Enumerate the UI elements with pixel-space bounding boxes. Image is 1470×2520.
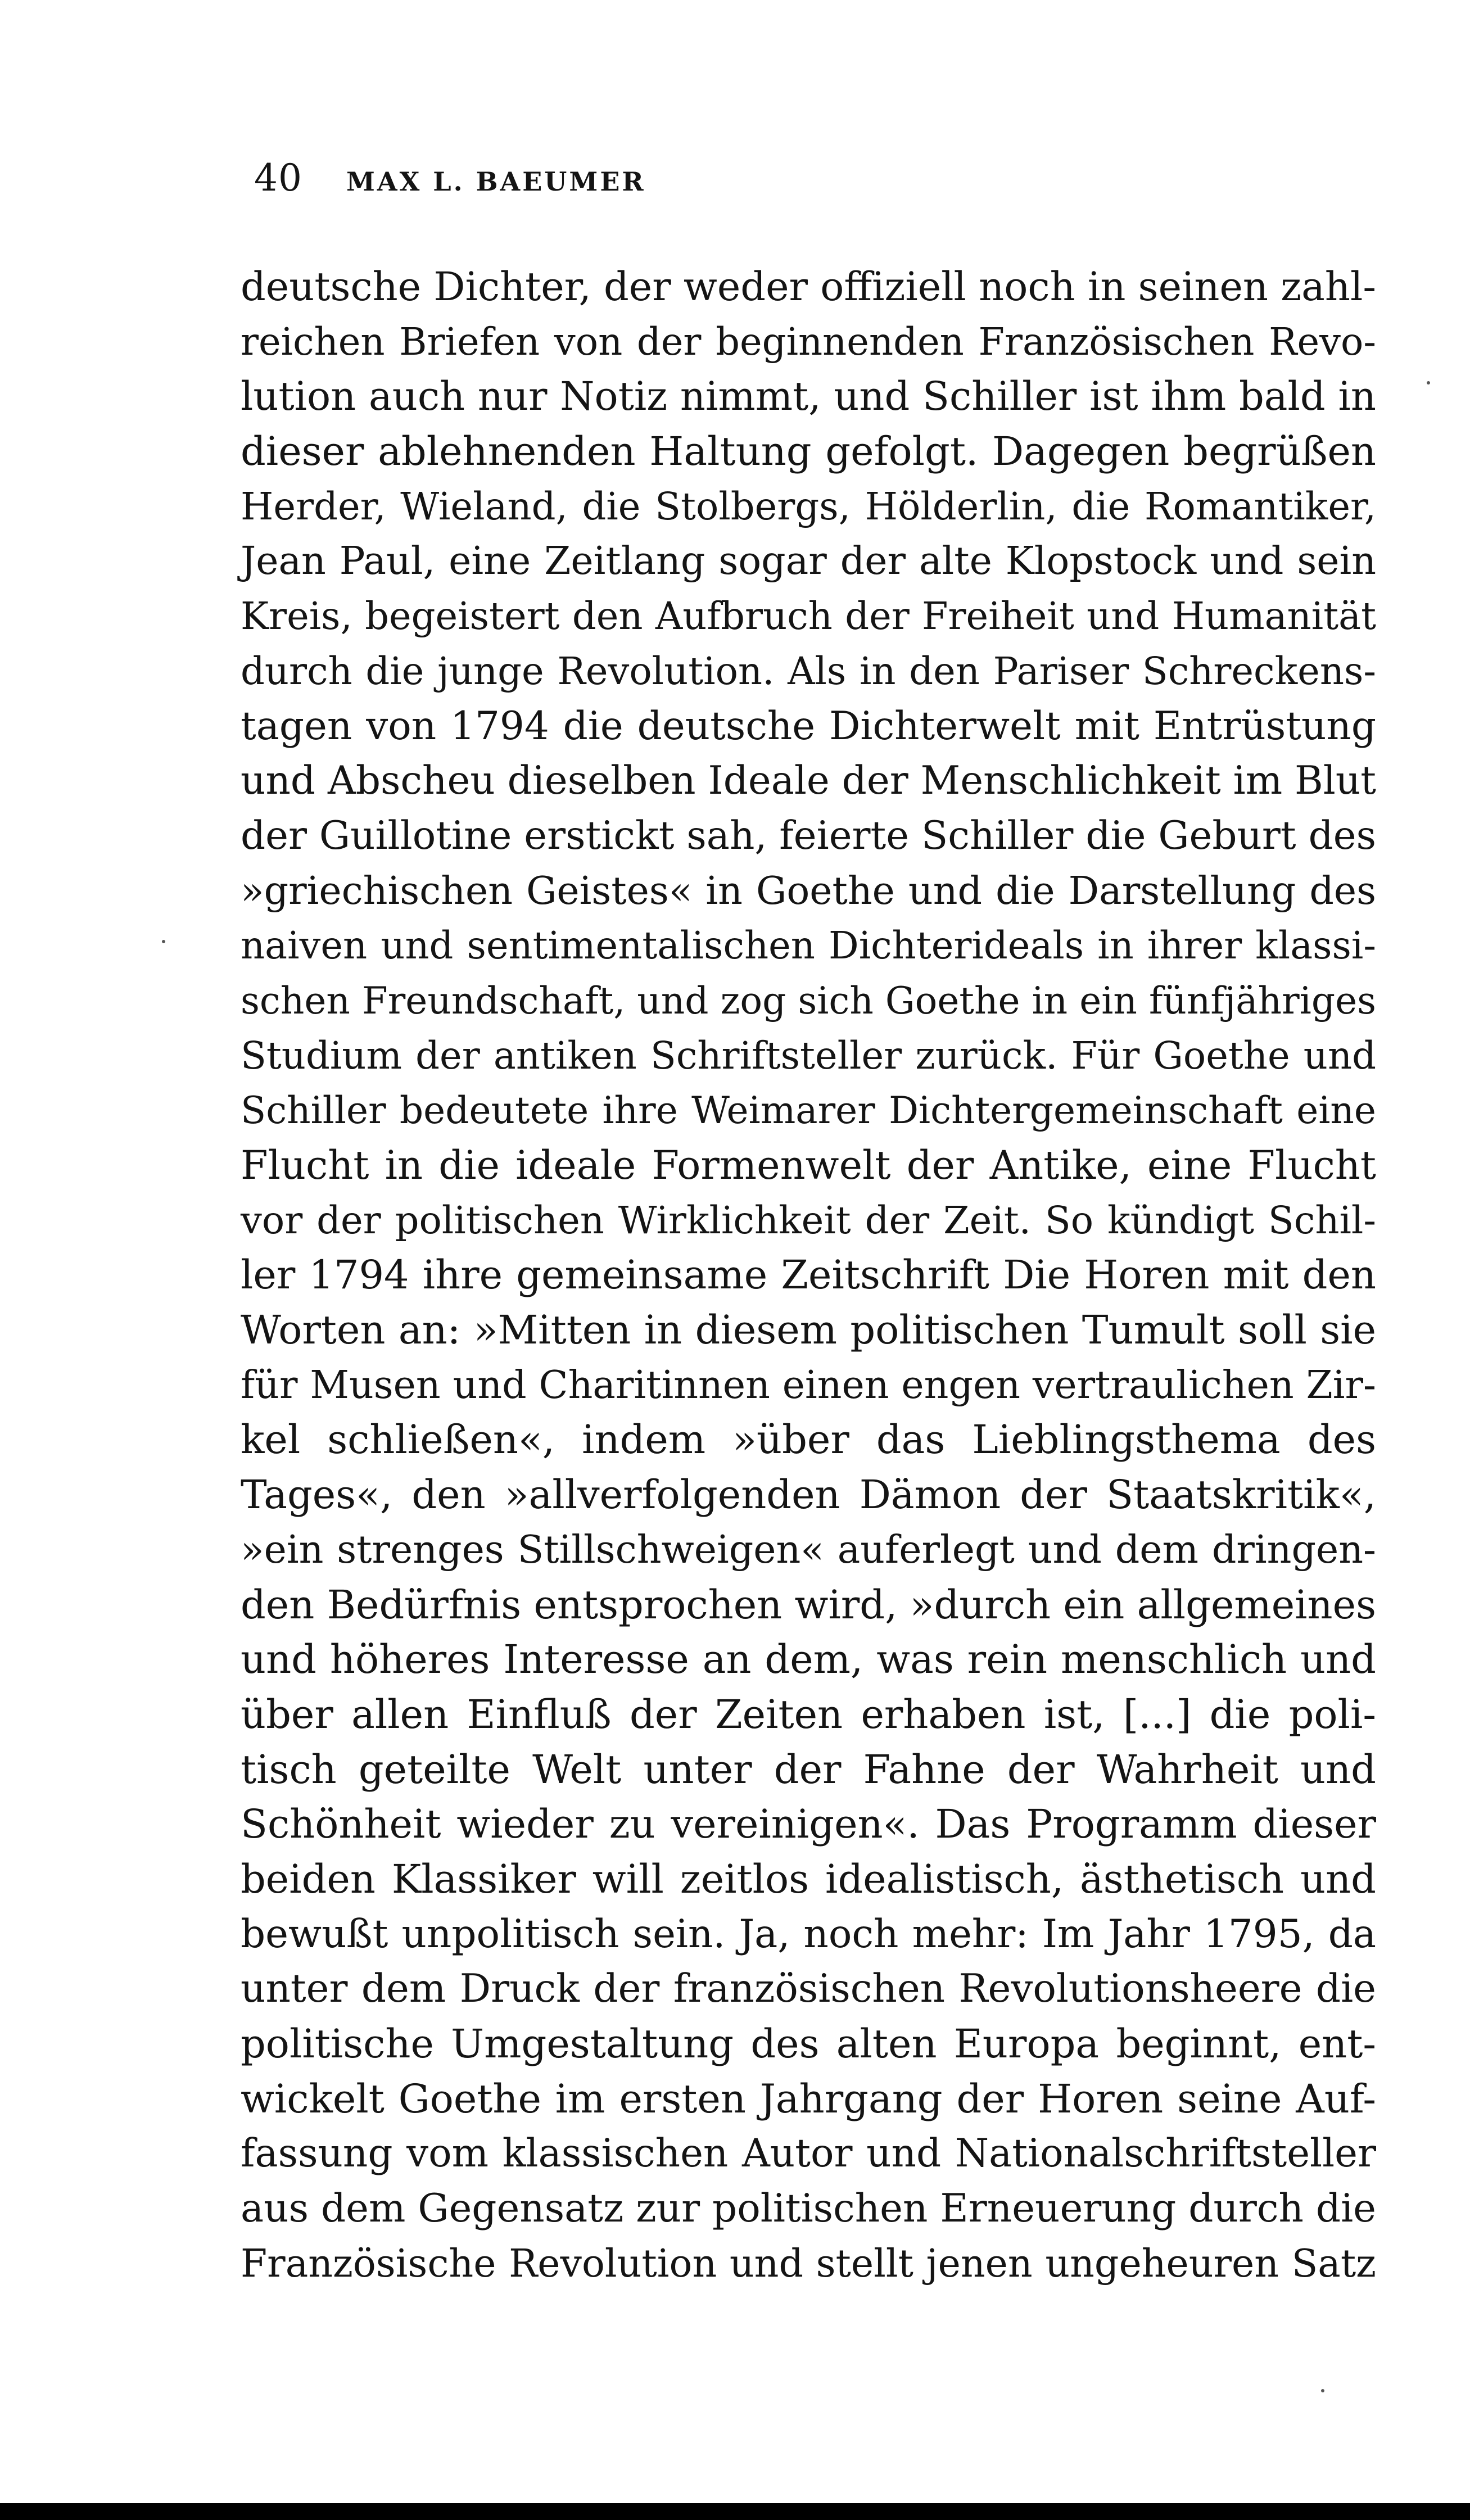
text-line: »ein strenges Stillschweigen« auferlegt und dem dringen- xyxy=(241,1527,1376,1572)
text-line: Studium der antiken Schriftsteller zurück. Für Goethe und xyxy=(241,1033,1376,1078)
text-line: reichen Briefen von der beginnenden Französischen Revo- xyxy=(241,319,1376,364)
text-line: Herder, Wieland, die Stolbergs, Hölderlin, die Romantiker, xyxy=(241,484,1376,528)
text-line: kel schließen«, indem »über das Lieblingsthema des xyxy=(241,1417,1376,1463)
text-line: und Abscheu dieselben Ideale der Menschlichkeit im Blut xyxy=(241,758,1376,804)
text-line: Kreis, begeistert den Aufbruch der Freiheit und Humanität xyxy=(241,594,1376,639)
text-line: politische Umgestaltung des alten Europa beginnt, ent- xyxy=(241,2021,1376,2067)
text-line: fassung vom klassischen Autor und Nationalschriftsteller xyxy=(241,2131,1376,2177)
text-line: über allen Einfluß der Zeiten erhaben ist, [...] die poli- xyxy=(241,1691,1376,1738)
body-text xyxy=(241,260,1376,2291)
text-line: lution auch nur Notiz nimmt, und Schiller ist ihm bald in xyxy=(241,373,1376,420)
page-number: 40 xyxy=(254,156,302,200)
text-line: Flucht in die ideale Formenwelt der Antike, eine Flucht xyxy=(241,1142,1376,1188)
text-line: Schönheit wieder zu vereinigen«. Das Programm dieser xyxy=(241,1801,1376,1848)
scan-edge-bar xyxy=(0,2503,1470,2520)
text-line: für Musen und Charitinnen einen engen vertraulichen Zir- xyxy=(241,1363,1376,1408)
text-line: Schiller bedeutete ihre Weimarer Dichtergemeinschaft eine xyxy=(241,1089,1376,1133)
running-head-author: MAX L. BAEUMER xyxy=(346,166,646,197)
text-line: wickelt Goethe im ersten Jahrgang der Horen seine Auf- xyxy=(241,2075,1376,2122)
text-line: Worten an: »Mitten in diesem politischen Tumult soll sie xyxy=(241,1307,1376,1354)
text-line: der Guillotine erstickt sah, feierte Schiller die Geburt des xyxy=(241,813,1376,858)
text-line: vor der politischen Wirklichkeit der Zeit. So kündigt Schil- xyxy=(241,1198,1376,1242)
page-header xyxy=(254,156,646,218)
text-line: Französische Revolution und stellt jenen ungeheuren Satz xyxy=(241,2241,1376,2286)
print-speck xyxy=(1321,2389,1324,2392)
text-line: beiden Klassiker will zeitlos idealistisch, ästhetisch und xyxy=(241,1856,1376,1902)
text-line: aus dem Gegensatz zur politischen Erneuerung durch die xyxy=(241,2186,1376,2232)
text-line: »griechischen Geistes« in Goethe und die Darstellung des xyxy=(241,868,1376,913)
print-speck xyxy=(1427,381,1430,384)
text-line: ler 1794 ihre gemeinsame Zeitschrift Die Horen mit den xyxy=(241,1252,1376,1299)
text-line: und höheres Interesse an dem, was rein menschlich und xyxy=(241,1636,1376,1683)
text-line: schen Freundschaft, und zog sich Goethe in ein fünfjähriges xyxy=(241,979,1376,1023)
text-line: bewußt unpolitisch sein. Ja, noch mehr: Im Jahr 1795, da xyxy=(241,1911,1376,1957)
text-line: unter dem Druck der französischen Revolutionsheere die xyxy=(241,1966,1376,2012)
text-line: Tages«, den »allverfolgenden Dämon der Staatskritik«, xyxy=(241,1472,1376,1518)
print-speck xyxy=(162,940,165,943)
text-line: naiven und sentimentalischen Dichterideals in ihrer klassi- xyxy=(241,924,1376,968)
text-line: tisch geteilte Welt unter der Fahne der Wahrheit und xyxy=(241,1746,1376,1793)
text-line: Jean Paul, eine Zeitlang sogar der alte Klopstock und sein xyxy=(241,539,1376,584)
text-line: tagen von 1794 die deutsche Dichterwelt mit Entrüstung xyxy=(241,703,1376,749)
text-line: den Bedürfnis entsprochen wird, »durch ein allgemeines xyxy=(241,1581,1376,1628)
text-line: deutsche Dichter, der weder offiziell noch in seinen zahl- xyxy=(241,264,1376,310)
text-line: durch die junge Revolution. Als in den Pariser Schreckens- xyxy=(241,649,1376,693)
text-line: dieser ablehnenden Haltung gefolgt. Dagegen begrüßen xyxy=(241,428,1376,475)
